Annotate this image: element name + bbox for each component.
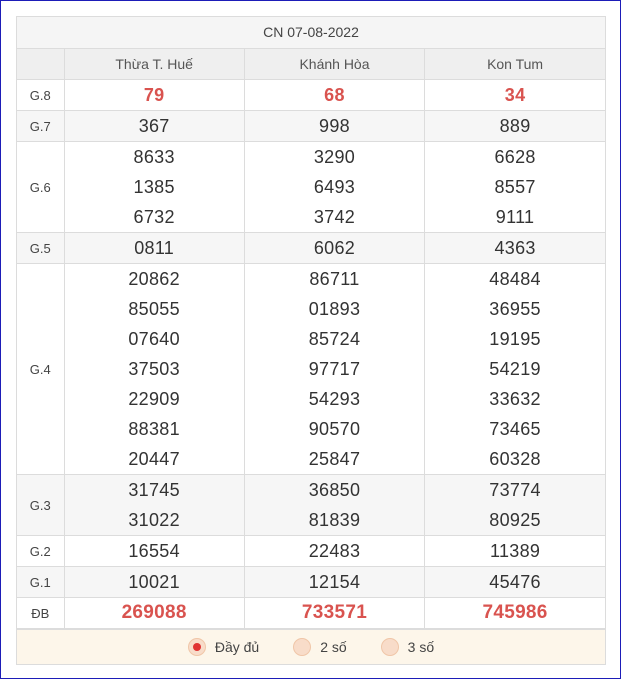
prize-number: 889 xyxy=(499,116,531,136)
prize-number: 86711 xyxy=(309,269,360,289)
prize-cell xyxy=(64,264,244,475)
prize-label: G.4 xyxy=(17,264,64,475)
prize-number: 20447 xyxy=(128,449,180,469)
prize-row xyxy=(17,142,605,233)
prize-number: 16554 xyxy=(128,541,180,561)
prize-row xyxy=(17,598,605,629)
option-full[interactable] xyxy=(188,638,259,656)
prize-number: 33632 xyxy=(489,389,541,409)
prize-number: 79 xyxy=(143,85,165,105)
results-card xyxy=(16,16,606,665)
prize-row xyxy=(17,475,605,536)
prize-number: 6493 xyxy=(313,177,356,197)
prize-number: 3290 xyxy=(313,147,356,167)
prize-number: 8633 xyxy=(133,147,175,167)
prize-cell xyxy=(425,142,605,233)
prize-number: 68 xyxy=(324,85,345,105)
prize-cell xyxy=(244,142,424,233)
option-3-digits[interactable] xyxy=(381,638,434,656)
prize-number: 73465 xyxy=(489,419,541,439)
prize-number: 12154 xyxy=(308,572,361,592)
prize-row xyxy=(17,80,605,111)
prize-number: 8557 xyxy=(494,177,536,197)
prize-cell xyxy=(64,111,244,142)
prize-row xyxy=(17,567,605,598)
prize-number: 31745 xyxy=(128,480,180,500)
prize-number: 90570 xyxy=(308,419,361,439)
prize-number: 81839 xyxy=(308,510,361,530)
prize-number: 367 xyxy=(138,116,170,136)
prize-label: G.5 xyxy=(17,233,64,264)
province-name: Thừa T. Huế xyxy=(64,49,244,80)
radio-selected-icon[interactable] xyxy=(188,638,206,656)
results-table xyxy=(17,49,605,629)
prize-number: 6628 xyxy=(494,147,536,167)
prize-cell xyxy=(244,567,424,598)
prize-label: G.1 xyxy=(17,567,64,598)
prize-label: G.3 xyxy=(17,475,64,536)
prize-number: 80925 xyxy=(489,510,541,530)
special-prize-number: 269088 xyxy=(121,602,187,623)
prize-cell xyxy=(425,264,605,475)
prize-number: 54293 xyxy=(308,389,361,409)
prize-number: 85724 xyxy=(308,329,361,349)
prize-cell xyxy=(244,264,424,475)
prize-number: 1385 xyxy=(133,177,175,197)
prize-cell xyxy=(64,475,244,536)
prize-cell xyxy=(244,111,424,142)
province-name: Kon Tum xyxy=(425,49,605,80)
prize-number: 54219 xyxy=(489,359,541,379)
prize-number: 07640 xyxy=(128,329,180,349)
prize-number: 10021 xyxy=(128,572,180,592)
prize-number: 45476 xyxy=(489,572,541,592)
prize-row xyxy=(17,233,605,264)
prize-cell xyxy=(244,475,424,536)
prize-column-header xyxy=(17,49,64,80)
prize-cell xyxy=(425,567,605,598)
prize-cell xyxy=(64,233,244,264)
prize-number: 31022 xyxy=(128,510,180,530)
prize-cell xyxy=(64,567,244,598)
prize-number: 6732 xyxy=(133,207,175,227)
radio-icon[interactable] xyxy=(381,638,399,656)
prize-cell xyxy=(244,598,424,629)
prize-cell xyxy=(244,536,424,567)
prize-cell xyxy=(244,233,424,264)
prize-number: 73774 xyxy=(489,480,541,500)
prize-number: 19195 xyxy=(489,329,541,349)
prize-number: 01893 xyxy=(308,299,361,319)
prize-number: 85055 xyxy=(128,299,180,319)
prize-number: 97717 xyxy=(308,359,361,379)
prize-number: 22909 xyxy=(128,389,180,409)
prize-number: 60328 xyxy=(489,449,541,469)
draw-date: CN 07-08-2022 xyxy=(17,17,605,49)
prize-cell xyxy=(425,536,605,567)
prize-number: 34 xyxy=(504,85,526,105)
prize-label: G.2 xyxy=(17,536,64,567)
prize-number: 20862 xyxy=(128,269,180,289)
prize-cell xyxy=(64,598,244,629)
prize-number: 11389 xyxy=(489,541,541,561)
prize-cell xyxy=(64,142,244,233)
prize-cell xyxy=(64,536,244,567)
province-name: Khánh Hòa xyxy=(244,49,424,80)
prize-number: 36850 xyxy=(308,480,361,500)
prize-number: 25847 xyxy=(308,449,361,469)
prize-label: G.6 xyxy=(17,142,64,233)
option-label: 3 số xyxy=(407,639,435,655)
option-label: 2 số xyxy=(320,639,347,655)
prize-label: G.7 xyxy=(17,111,64,142)
prize-cell xyxy=(425,475,605,536)
prize-cell xyxy=(64,80,244,111)
prize-row xyxy=(17,111,605,142)
prize-number: 36955 xyxy=(489,299,541,319)
prize-cell xyxy=(425,233,605,264)
prize-label: G.8 xyxy=(17,80,64,111)
prize-number: 88381 xyxy=(128,419,180,439)
prize-number: 0811 xyxy=(134,238,175,258)
prize-number: 998 xyxy=(319,116,350,136)
prize-number: 3742 xyxy=(313,207,356,227)
special-prize-number: 733571 xyxy=(301,602,368,623)
option-label: Đầy đủ xyxy=(214,639,260,655)
prize-number: 6062 xyxy=(313,238,356,258)
radio-icon[interactable] xyxy=(293,638,311,656)
prize-number: 4363 xyxy=(494,238,536,258)
display-options xyxy=(17,629,605,664)
option-2-digits[interactable] xyxy=(293,638,346,656)
prize-number: 22483 xyxy=(308,541,361,561)
province-header-row xyxy=(17,49,605,80)
prize-number: 37503 xyxy=(128,359,180,379)
prize-cell xyxy=(425,598,605,629)
prize-row xyxy=(17,536,605,567)
prize-label: ĐB xyxy=(17,598,64,629)
prize-cell xyxy=(425,80,605,111)
prize-cell xyxy=(425,111,605,142)
prize-number: 9111 xyxy=(495,207,535,227)
prize-cell xyxy=(244,80,424,111)
prize-number: 48484 xyxy=(489,269,541,289)
special-prize-number: 745986 xyxy=(482,602,548,623)
prize-row xyxy=(17,264,605,475)
